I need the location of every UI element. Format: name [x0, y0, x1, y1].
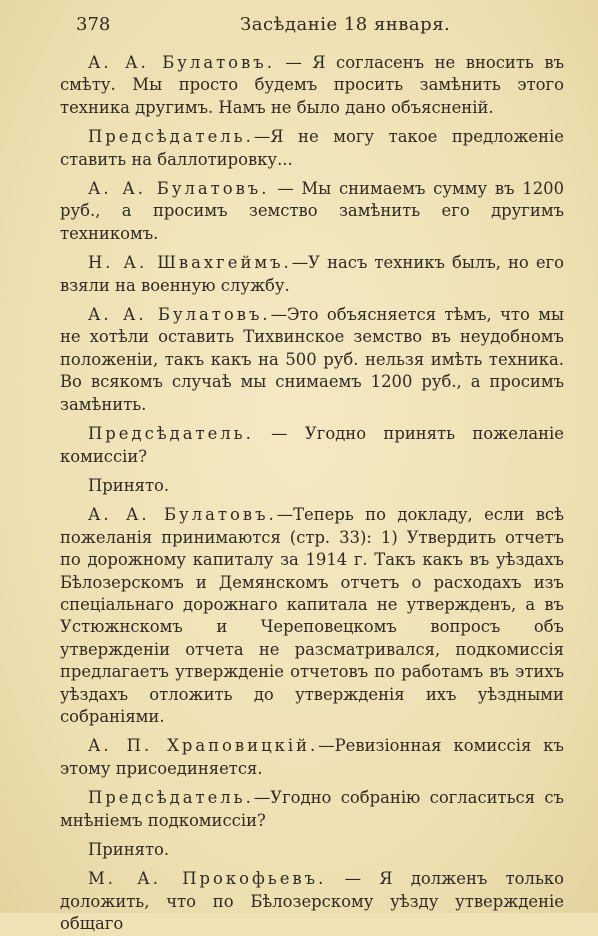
- paragraph: [60, 423, 564, 468]
- paragraph: [60, 868, 564, 935]
- paragraph: [60, 126, 564, 171]
- page-header: [60, 0, 564, 52]
- transcript-body: [60, 52, 564, 936]
- paragraph: [60, 735, 564, 780]
- speech-text: —Ревизіонная комиссія къ этому присоединяется.: [60, 736, 564, 778]
- running-title: Засѣданіе 18 января.: [240, 14, 451, 35]
- page-number: 378: [76, 14, 111, 35]
- paragraph: [60, 839, 564, 861]
- speech-text: —Я не могу такое предложеніе ставить на баллотировку...: [60, 127, 564, 169]
- speaker-name: А. П. Храповицкій.: [88, 736, 319, 756]
- speech-text: — Я согласенъ не вносить въ смѣту. Мы просто будемъ просить замѣнить этого техника другимъ. Намъ не было дано объясненій.: [60, 53, 564, 117]
- speaker-name: М. А. Прокофьевъ.: [88, 869, 327, 889]
- paragraph: [60, 252, 564, 297]
- speech-text: Принято.: [88, 840, 170, 859]
- speech-text: — Угодно принять пожеланіе комиссіи?: [60, 424, 564, 466]
- paragraph: [60, 504, 564, 728]
- paragraph: [60, 304, 564, 416]
- speech-text: — Я долженъ только доложить, что по Бѣлозерскому уѣзду утвержденіе общаго: [60, 869, 564, 934]
- speaker-name: Предсѣдатель.: [88, 788, 254, 808]
- paragraph: [60, 178, 564, 245]
- speech-text: — Мы снимаемъ сумму въ 1200 руб., а просимъ земство замѣнить его другимъ техникомъ.: [60, 179, 564, 243]
- speech-text: —Угодно собранію согласиться съ мнѣніемъ подкомиссіи?: [60, 788, 564, 830]
- speech-text: —Теперь по докладу, если всѣ пожеланія принимаются (стр. 33): 1) Утвердить отчетъ по дорожному капиталу за 1914 г. Такъ какъ въ уѣздахъ Бѣлозерскомъ и Демянскомъ отчетъ о расходахъ изъ спеціальнаго дорожнаго капитала не утвержденъ, а въ Устюжнскомъ и Череповецкомъ вопросъ объ утвержденіи отчета не разсматривался, подкомиссія предлагаетъ утвержденіе отчетовъ по работамъ въ этихъ уѣздахъ отложить до утвержденія ихъ уѣздными собраніями.: [60, 505, 564, 726]
- speech-text: Принято.: [88, 475, 170, 495]
- speaker-name: А. А. Булатовъ.: [88, 53, 275, 72]
- speaker-name: А. А. Булатовъ.: [88, 505, 277, 525]
- paragraph: [60, 52, 564, 119]
- speaker-name: А. А. Булатовъ.: [88, 305, 271, 325]
- speaker-name: Н. А. Швахгеймъ.: [88, 253, 292, 273]
- speaker-name: Предсѣдатель.: [88, 127, 254, 147]
- speech-text: —Это объясняется тѣмъ, что мы не хотѣли оставить Тихвинское земство въ неудобномъ положеніи, такъ какъ на 500 руб. нельзя имѣть техника. Во всякомъ случаѣ мы снимаемъ 1200 руб., а просимъ замѣнить.: [60, 305, 564, 414]
- speaker-name: Предсѣдатель.: [88, 424, 254, 444]
- speech-text: —У насъ техникъ былъ, но его взяли на военную службу.: [60, 253, 565, 295]
- paragraph: [60, 475, 564, 497]
- paragraph: [60, 787, 564, 832]
- speaker-name: А. А. Булатовъ.: [88, 179, 270, 199]
